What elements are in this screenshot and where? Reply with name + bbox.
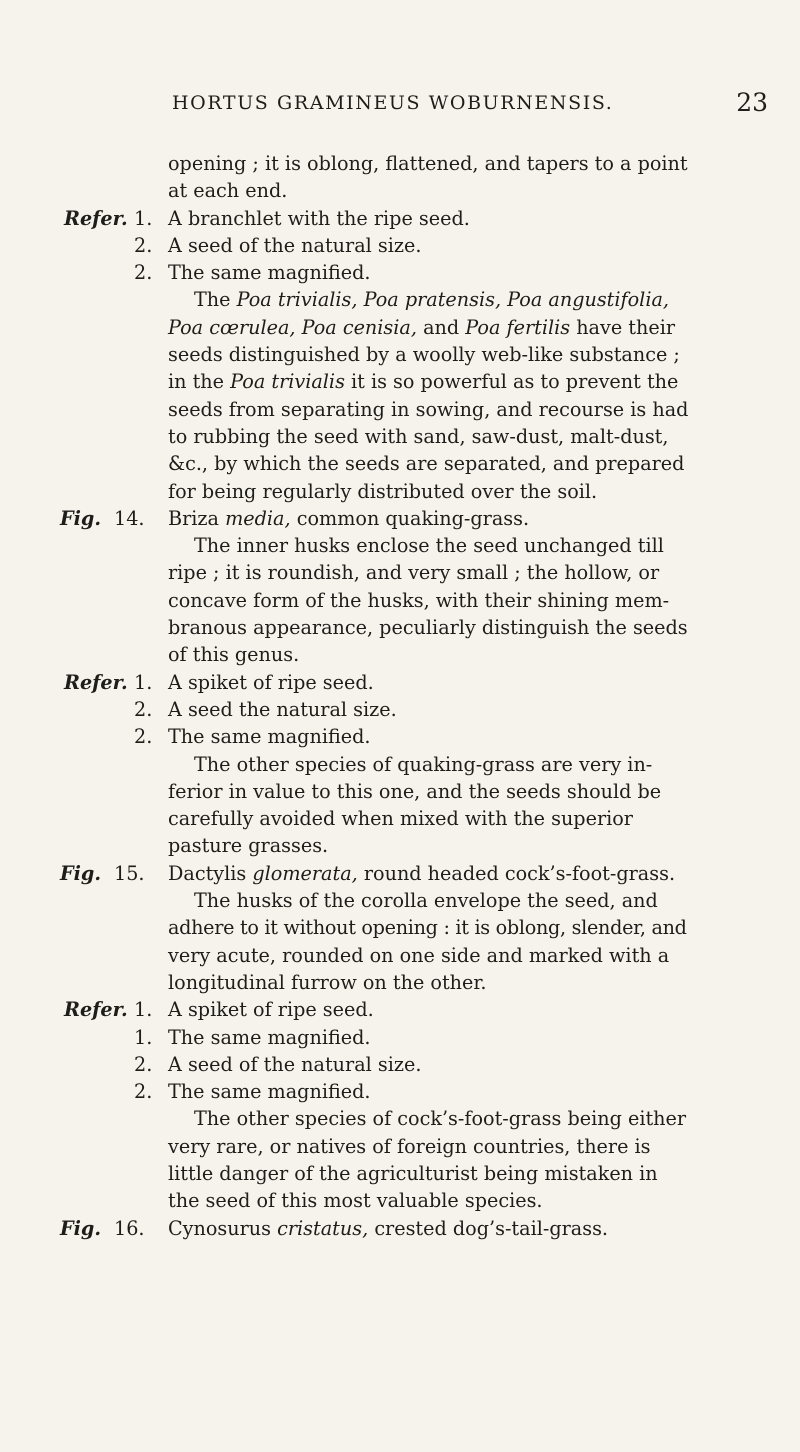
text-line: ripe ; it is roundish, and very small ; the hollow, or bbox=[168, 561, 660, 585]
text-line: opening ; it is oblong, flattened, and tapers to a point bbox=[168, 152, 688, 175]
text-line: The other species of quaking-grass are very in- bbox=[194, 752, 653, 776]
refer-label: Refer. bbox=[64, 670, 128, 694]
species-name: Poa cœrulea, Poa cenisia, bbox=[168, 315, 417, 339]
text-line: in the Poa trivialis it is so powerful as to prevent the bbox=[168, 370, 679, 394]
text-line: at each end. bbox=[168, 179, 288, 203]
text-line: the seed of this most valuable species. bbox=[168, 1189, 543, 1213]
text-line: of this genus. bbox=[168, 643, 300, 667]
page-number: 23 bbox=[736, 88, 768, 117]
species-name: glomerata, bbox=[252, 861, 358, 885]
refer-label: Refer. bbox=[64, 206, 128, 230]
fig-label: Fig. bbox=[60, 506, 102, 530]
species-name: Poa trivialis, Poa pratensis, Poa angustifolia, bbox=[236, 288, 669, 312]
page-body bbox=[60, 150, 770, 1242]
refer-item: 2. The same magnified. bbox=[134, 261, 371, 285]
refer-item: 2. The same magnified. bbox=[134, 725, 371, 749]
text-line: seeds distinguished by a woolly web-like substance ; bbox=[168, 343, 680, 367]
text-line: little danger of the agriculturist being mistaken in bbox=[168, 1161, 658, 1185]
text-line: The inner husks enclose the seed unchanged till bbox=[194, 534, 664, 558]
refer-item: Refer. 1. A branchlet with the ripe seed. bbox=[64, 205, 770, 232]
text-line: adhere to it without opening : it is oblong, slender, and bbox=[168, 916, 687, 940]
refer-item: 2. The same magnified. bbox=[134, 1080, 371, 1104]
text-line: The other species of cock’s-foot-grass being either bbox=[194, 1107, 687, 1131]
text-line: branous appearance, peculiarly distinguish the seeds bbox=[168, 616, 688, 640]
fig-label: Fig. bbox=[60, 1216, 102, 1240]
refer-item: 2. A seed of the natural size. bbox=[134, 1052, 422, 1076]
text-line: &c., by which the seeds are separated, and prepared bbox=[168, 452, 685, 476]
text-line: carefully avoided when mixed with the superior bbox=[168, 807, 633, 831]
text-line: pasture grasses. bbox=[168, 834, 329, 858]
species-name: Poa fertilis bbox=[465, 315, 571, 339]
text-line: ferior in value to this one, and the seeds should be bbox=[168, 779, 662, 803]
text-line: longitudinal furrow on the other. bbox=[168, 970, 487, 994]
fig-label: Fig. bbox=[60, 861, 102, 885]
species-name: cristatus, bbox=[277, 1216, 369, 1240]
text-line: Poa cœrulea, Poa cenisia, and Poa fertilis have their bbox=[168, 315, 676, 339]
refer-item: 1. The same magnified. bbox=[134, 1025, 371, 1049]
text-line: seeds from separating in sowing, and recourse is had bbox=[168, 397, 689, 421]
refer-item: 2. A seed the natural size. bbox=[134, 697, 397, 721]
refer-label: Refer. bbox=[64, 998, 128, 1022]
refer-item: 2. A seed of the natural size. bbox=[134, 233, 422, 257]
refer-item: Refer. 1. A spiket of ripe seed. bbox=[64, 669, 770, 696]
text-line: concave form of the husks, with their shining mem- bbox=[168, 588, 670, 612]
figure-entry: Fig. 16. Cynosurus cristatus, crested dog’s-tail-grass. bbox=[64, 1215, 770, 1242]
refer-item: Refer. 1. A spiket of ripe seed. bbox=[64, 996, 770, 1023]
text-line: to rubbing the seed with sand, saw-dust, malt-dust, bbox=[168, 424, 669, 448]
figure-entry: Fig. 15. Dactylis glomerata, round headed cock’s-foot-grass. bbox=[64, 860, 770, 887]
figure-entry: Fig. 14. Briza media, common quaking-grass. bbox=[64, 505, 770, 532]
text-line: very acute, rounded on one side and marked with a bbox=[168, 943, 670, 967]
species-name: media, bbox=[225, 506, 291, 530]
text-line: for being regularly distributed over the soil. bbox=[168, 479, 598, 503]
text-line: The husks of the corolla envelope the seed, and bbox=[194, 889, 658, 913]
species-name: Poa trivialis bbox=[230, 370, 345, 394]
running-title: HORTUS GRAMINEUS WOBURNENSIS. bbox=[172, 92, 614, 114]
text-line: very rare, or natives of foreign countries, there is bbox=[168, 1134, 651, 1158]
text-line: The Poa trivialis, Poa pratensis, Poa angustifolia, bbox=[194, 288, 669, 312]
